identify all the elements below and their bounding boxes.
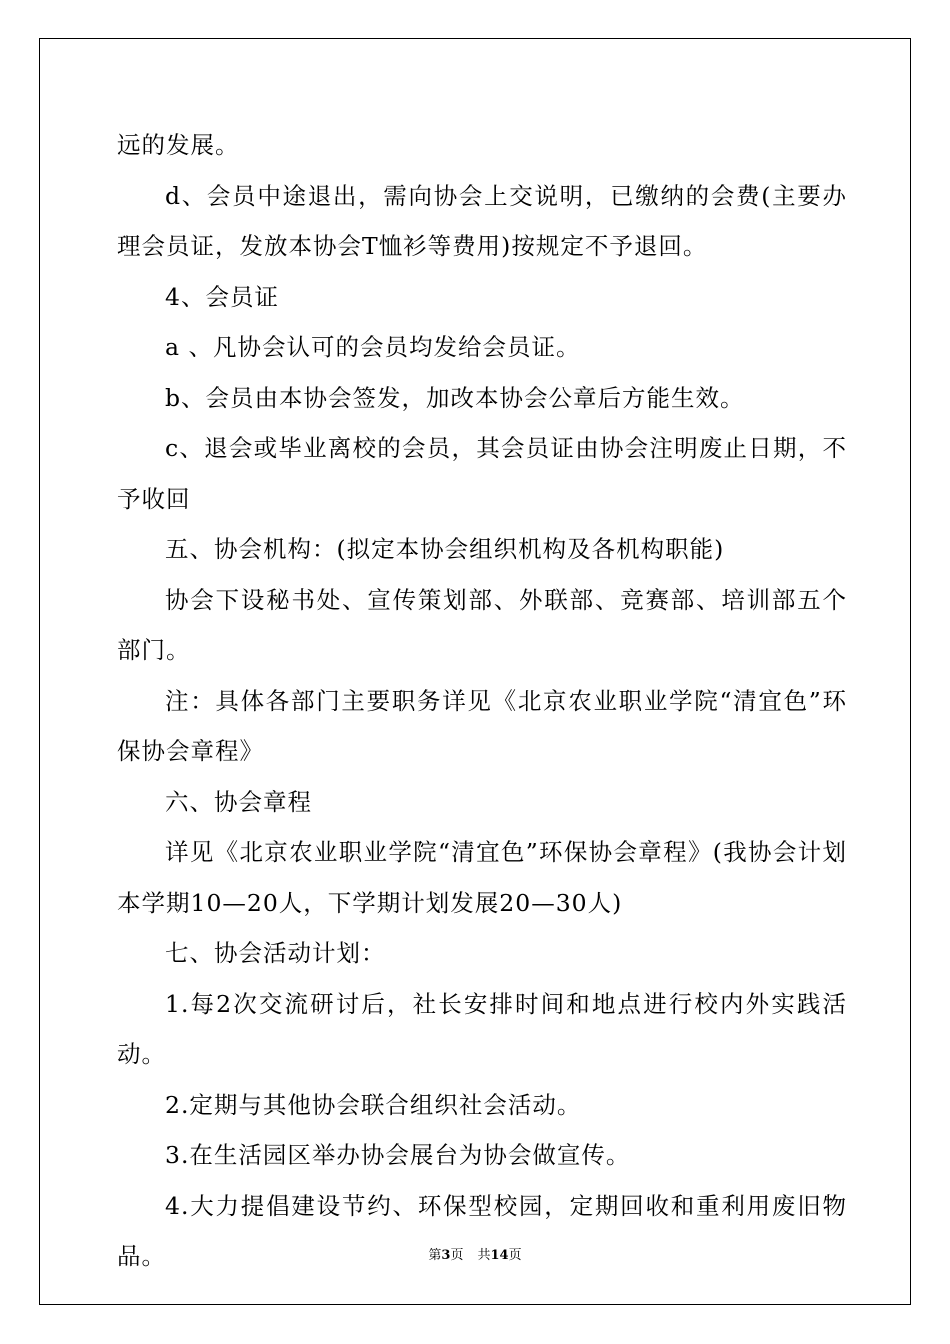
- paragraph-card-issuance: a 、凡协会认可的会员均发给会员证。: [165, 333, 581, 361]
- section-heading-member-card: 4、会员证: [165, 282, 279, 311]
- page-number-suffix: 页: [450, 1248, 464, 1263]
- page-number-current: 3: [441, 1248, 451, 1263]
- activity-item-1: 1.每2次交流研讨后，社长安排时间和地点进行校内外实践活动。: [117, 989, 847, 1068]
- paragraph-continuation: 远的发展。: [117, 131, 240, 159]
- section-heading-activity-plan: 七、协会活动计划：: [165, 939, 386, 967]
- activity-item-4: 4.大力提倡建设节约、环保型校园，定期回收和重利用废旧物品。: [117, 1191, 847, 1270]
- activity-item-3: 3.在生活园区举办协会展台为协会做宣传。: [165, 1141, 631, 1169]
- paragraph-withdrawal-rule: d、会员中途退出，需向协会上交说明，已缴纳的会费(主要办理会员证，发放本协会T恤衫等费用)按规定不予退回。: [117, 181, 847, 260]
- page-total-prefix: 共: [477, 1248, 491, 1263]
- paragraph-card-revocation: c、退会或毕业离校的会员，其会员证由协会注明废止日期，不予收回: [117, 434, 847, 513]
- page-footer: [0, 1247, 950, 1265]
- paragraph-note: 注：具体各部门主要职务详见《北京农业职业学院“清宜色”环保协会章程》: [117, 686, 847, 765]
- page-total-suffix: 页: [508, 1248, 522, 1263]
- paragraph-departments: 协会下设秘书处、宣传策划部、外联部、竞赛部、培训部五个部门。: [117, 585, 847, 664]
- page-number-prefix: 第: [428, 1248, 442, 1263]
- activity-item-2: 2.定期与其他协会联合组织社会活动。: [165, 1090, 582, 1119]
- document-body: [117, 120, 847, 1282]
- page-total-count: 14: [490, 1248, 509, 1263]
- paragraph-card-signature: b、会员由本协会签发，加改本协会公章后方能生效。: [165, 383, 745, 412]
- paragraph-charter-details: 详见《北京农业职业学院“清宜色”环保协会章程》(我协会计划本学期10—20人，下学期计划发展20—30人): [117, 838, 847, 917]
- section-heading-organization: 五、协会机构：(拟定本协会组织机构及各机构职能): [165, 535, 725, 563]
- section-heading-charter: 六、协会章程: [165, 787, 312, 816]
